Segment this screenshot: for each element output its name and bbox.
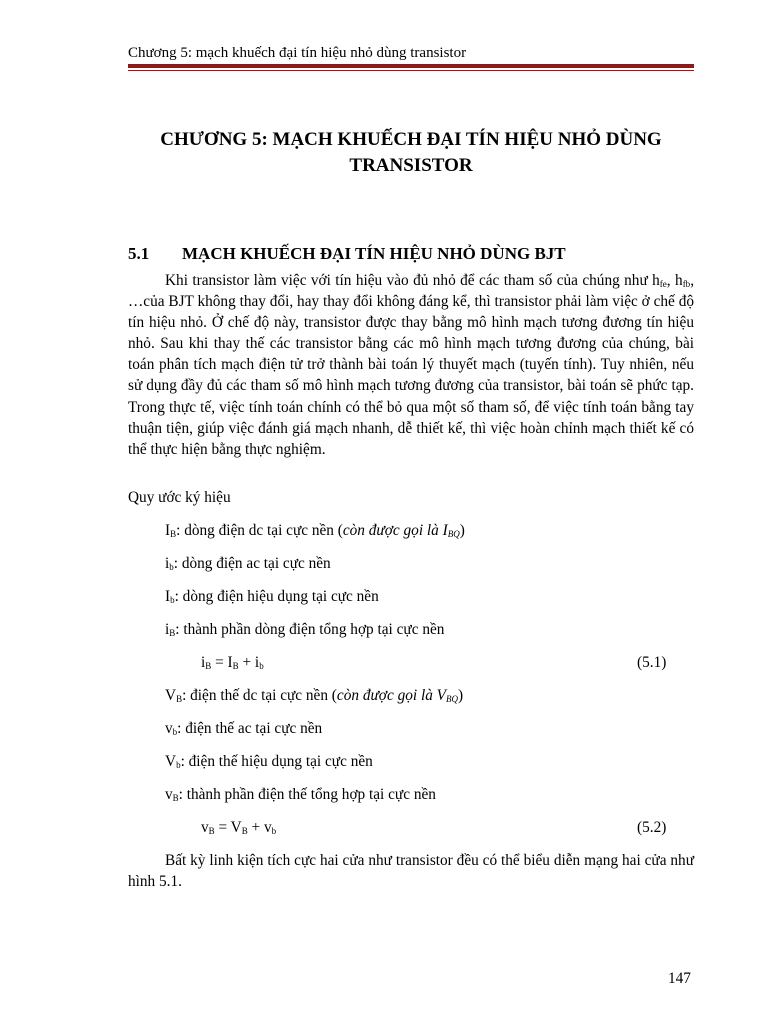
intro-text-rest: , …của BJT không thay đổi, hay thay đổi không đáng kể, thì transistor phải làm việc ở chế độ tín hiệu nhỏ. Ở chế độ này, transistor được thay bằng mô hình mạch tương đương tín hiệu nhỏ. Sau khi thay thế các transistor bằng các mô hình mạch tương đương của chúng, bài toán phân tích mạch điện tử trở thành bài toán lý thuyết mạch (tuyến tính). Tuy nhiên, nếu sử dụng đầy đủ các tham số mô hình mạch tương đương của transistor, bài toán sẽ phức tạp. Trong thực tế, việc tính toán chính có thể bỏ qua một số tham số, để việc tính toán bằng tay thuận tiện, giúp việc đánh giá mạch nhanh, dễ thiết kế, thì việc hoàn chỉnh mạch thiết kế có thể thực hiện bằng thực nghiệm.: [128, 272, 695, 458]
equation-5-1: $i_B = I_B + i_b$: [201, 654, 264, 671]
notation-Vb: $V_b$: điện thế hiệu dụng tại cực nền: [165, 753, 373, 770]
section-heading: [128, 243, 566, 265]
sub-fe: fe: [659, 279, 667, 289]
chapter-title-line2: TRANSISTOR: [349, 155, 473, 176]
notation-VB: $V_B$: điện thế dc tại cực nền (còn được gọi là $V_{BQ}$): [165, 687, 464, 704]
closing-paragraph: Bất kỳ linh kiện tích cực hai cửa như transistor đều có thể biểu diễn mạng hai cửa như hình 5.1.: [128, 852, 694, 891]
section-title: MẠCH KHUẾCH ĐẠI TÍN HIỆU NHỎ DÙNG BJT: [182, 244, 566, 263]
notation-vB: $v_B$: thành phần điện thế tổng hợp tại cực nền: [165, 786, 436, 803]
section-number: 5.1: [128, 244, 150, 263]
sub-fb: fb: [682, 279, 691, 289]
notation-heading: Quy ước ký hiệu: [128, 489, 231, 506]
header-rule-thin: [128, 70, 694, 71]
page-number: 147: [668, 970, 691, 987]
equation-number-5-2: (5.2): [637, 819, 667, 836]
running-header: Chương 5: mạch khuếch đại tín hiệu nhỏ dùng transistor: [128, 45, 467, 61]
intro-sep: , h: [666, 272, 683, 289]
notation-iB: $i_B$: thành phần dòng điện tổng hợp tại cực nền: [165, 621, 445, 638]
equation-5-2: $v_B = V_B + v_b$: [201, 819, 277, 836]
notation-Ib: $I_b$: dòng điện hiệu dụng tại cực nền: [165, 588, 379, 605]
notation-IB: $I_B$: dòng điện dc tại cực nền (còn được gọi là $I_{BQ}$): [165, 522, 465, 539]
intro-text-start: Khi transistor làm việc với tín hiệu vào đủ nhỏ để các tham số của chúng như h: [165, 272, 660, 289]
notation-vb: $v_b$: điện thế ac tại cực nền: [165, 720, 323, 737]
notation-ib: $i_b$: dòng điện ac tại cực nền: [165, 555, 331, 572]
intro-paragraph: [128, 270, 694, 460]
chapter-title: [128, 127, 694, 179]
chapter-title-line1: CHƯƠNG 5: MẠCH KHUẾCH ĐẠI TÍN HIỆU NHỎ DÙNG: [160, 129, 662, 150]
equation-number-5-1: (5.1): [637, 654, 667, 671]
header-rule-thick: [128, 64, 694, 68]
